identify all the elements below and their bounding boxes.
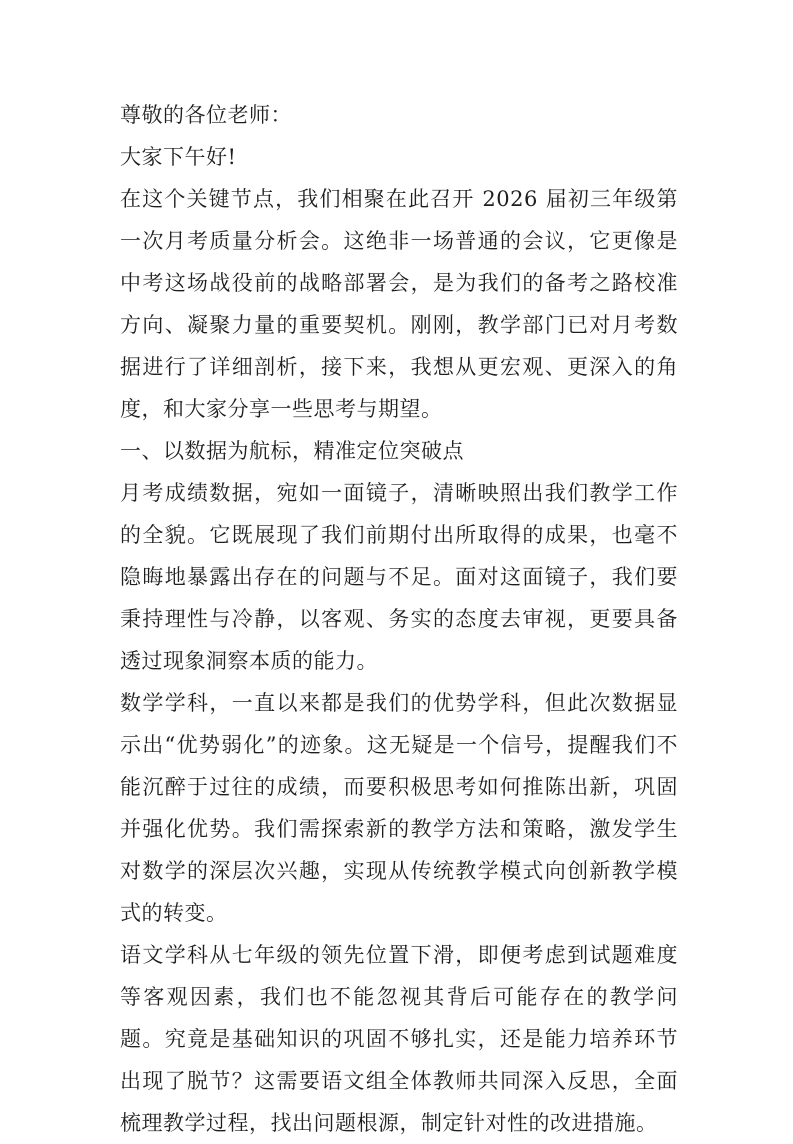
section-heading-1: 一、以数据为航标，精准定位突破点 — [120, 439, 464, 463]
paragraph-math-subject: 数学学科，一直以来都是我们的优势学科，但此次数据显示出“优势弱化”的迹象。这无疑是一个信号，提醒我们不能沉醉于过往的成绩，而要积极思考如何推陈出新，巩固并强化优势。我们需探索新的教学方法和策略，激发学生对数学的深层次兴趣，实现从传统教学模式向创新教学模式的转变。 — [120, 691, 678, 925]
salutation-line: 尊敬的各位老师： — [120, 103, 292, 127]
paragraph-exam-data-mirror: 月考成绩数据，宛如一面镜子，清晰映照出我们教学工作的全貌。它既展现了我们前期付出所取得的成果，也毫不隐晦地暴露出存在的问题与不足。面对这面镜子，我们要秉持理性与冷静，以客观、务实的态度去审视，更要具备透过现象洞察本质的能力。 — [120, 481, 678, 673]
greeting-line: 大家下午好! — [120, 145, 237, 169]
intro-paragraph: 在这个关键节点，我们相聚在此召开 2026 届初三年级第一次月考质量分析会。这绝非一场普通的会议，它更像是中考这场战役前的战略部署会，是为我们的备考之路校准方向、凝聚力量的重要契机。刚刚，教学部门已对月考数据进行了详细剖析，接下来，我想从更宏观、更深入的角度，和大家分享一些思考与期望。 — [120, 187, 678, 421]
paragraph-chinese-subject: 语文学科从七年级的领先位置下滑，即便考虑到试题难度等客观因素，我们也不能忽视其背后可能存在的教学问题。究竟是基础知识的巩固不够扎实，还是能力培养环节出现了脱节？这需要语文组全体教师共同深入反思，全面梳理教学过程，找出问题根源，制定针对性的改进措施。 — [120, 943, 678, 1135]
document-body — [120, 94, 678, 1144]
